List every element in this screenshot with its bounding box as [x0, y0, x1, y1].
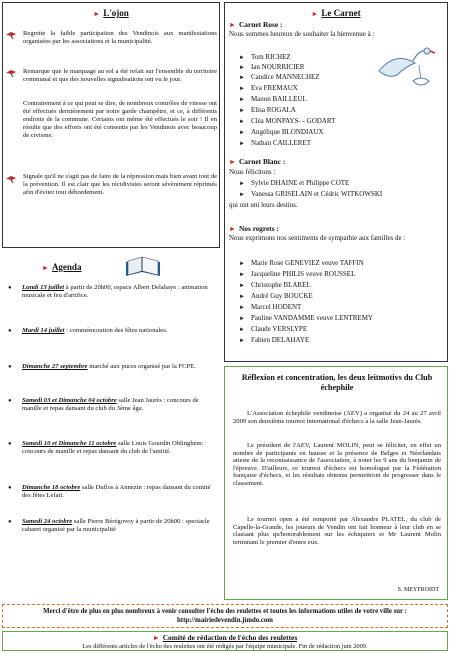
agenda-item: ● Samedi 10 et Dimanche 11 octobre salle Louis Gourdin Oblinghem: concours de manille et repas dansant du club de l'amitié. — [8, 440, 204, 456]
reflexion-title: Réflexion et concentration, les deux leitmotivs du Club échephile — [241, 373, 433, 392]
bullet-icon: ● — [8, 328, 12, 334]
arrow-icon: ► — [239, 86, 245, 92]
ojon-box — [2, 2, 220, 248]
list-item: ► Vanessa GRISELAIN et Cédric WITKOWSKI — [239, 190, 383, 198]
list-item: ► Tom RICHEZ — [239, 53, 291, 61]
arrow-icon: ► — [239, 55, 245, 61]
triangle-icon: ► — [93, 10, 101, 18]
reflexion-signature: S. MEYFROIDT — [397, 587, 439, 593]
agenda-title: ► Agenda — [42, 262, 82, 272]
carnet-regrets-heading: ► Nos regrets : — [229, 224, 279, 233]
list-item: ► Sylvie DHAINE et Philippe COTE — [239, 179, 350, 187]
book-icon — [124, 254, 162, 285]
triangle-icon: ► — [311, 10, 319, 18]
carnet-rose-intro: Nous sommes heureux de souhaiter la bienvenue à : — [229, 30, 375, 38]
arrow-icon: ► — [239, 65, 245, 71]
reflexion-paragraph-3: Le tournoi open a été remporté par Alexandre PLATEL, du club de Capelle-la-Grande, les joueurs de Vendin ont fait honneur à leur club en se classant plus qu'honorablement sur les échiquiers et Mr Laurent Molin terminant le premier d'entre eux. — [233, 516, 441, 546]
list-item: ► Claude VERSLYPE — [239, 325, 308, 333]
ojon-paragraph-2: Remarque que le marquage au sol a été refait sur l'ensemble du territoire communal et que des nouvelles signalisations ont vu le jour. — [23, 68, 217, 83]
comite-title: ► Comité de rédaction de l'écho des reulettes — [152, 633, 298, 642]
triangle-icon: ► — [229, 225, 236, 233]
carnet-box — [224, 2, 448, 362]
ojon-paragraph-1: Regrette la faible participation des Vendinois aux manifestations organisées par les associations et la municipalité. — [23, 30, 217, 45]
triangle-icon: ► — [42, 264, 49, 272]
arrow-icon: ► — [239, 283, 245, 289]
list-item: ► Ian NOURRICIER — [239, 63, 305, 71]
arrow-icon: ► — [239, 316, 245, 322]
agenda-item: ● Lundi 13 juillet à partir de 20h00, espace Albert Delahaye : animation musicale et feu d'artifice. — [8, 284, 208, 300]
carnet-blanc-intro: Nous félicitons : — [229, 168, 276, 176]
arrow-icon: ► — [239, 327, 245, 333]
arrow-icon: ► — [239, 97, 245, 103]
list-item: ► André Guy BOUCKE — [239, 292, 313, 300]
bullet-icon: ● — [8, 285, 12, 291]
arrow-icon: ► — [239, 261, 245, 267]
list-item: ► Cléa MONPAYS- - GODART — [239, 117, 336, 125]
pushpin-icon — [5, 31, 15, 39]
list-item: ► Angélique BLONDIAUX — [239, 128, 324, 136]
triangle-icon: ► — [229, 158, 236, 166]
agenda-item: ● Dimanche 27 septembre marché aux puces organisé par la FCPE. — [8, 363, 196, 370]
carnet-blanc-heading: ► Carnet Blanc : — [229, 157, 286, 166]
carnet-title: ► Le Carnet — [311, 8, 361, 18]
bullet-icon: ● — [8, 485, 12, 491]
carnet-rose-heading: ► Carnet Rose : — [229, 20, 283, 29]
pushpin-icon — [5, 69, 15, 77]
ojon-title: ► L'ojon — [93, 8, 129, 18]
list-item: ► Marcel HODENT — [239, 303, 302, 311]
comite-text: Les différents articles de l'écho des reulettes ont été rédigés par l'équipe municipale. Fin de rédaction juin 2009. — [82, 643, 368, 650]
pushpin-icon — [5, 175, 15, 183]
arrow-icon: ► — [239, 338, 245, 344]
arrow-icon: ► — [239, 305, 245, 311]
list-item: ► Christophe BLAREL — [239, 281, 311, 289]
list-item: ► Elisa ROGALA — [239, 106, 296, 114]
list-item: ► Candice MANNECHEZ — [239, 73, 320, 81]
reflexion-paragraph-1: L'Association échephile vendinoise (AEV) a organisé du 24 au 27 avril 2009 son deuxième tournoi international d'échecs à la salle Jean-Jaurès. — [233, 410, 441, 425]
list-item: ► Nathan CAILLERET — [239, 139, 312, 147]
ojon-paragraph-3: Contrairement à ce qui peut se dire, de nombreux contrôles de vitesse ont été effectués dernièrement par notre garde champêtre, et ce, à différents endroits de la commune. Certains ont même été effectués le soir ! Il en résulte que des efforts ont été consentis par les Vendinois avec beaucoup de civisme. — [23, 100, 217, 139]
agenda-item: ● Samedi 03 et Dimanche 04 octobre salle Jean Jaurès : concours de manille et repas dansant du club du 3ème âge. — [8, 397, 199, 413]
list-item: ► Pauline VANDAMME veuve LENTREMY — [239, 314, 373, 322]
merci-website-banner: Merci d'être de plus en plus nombreux à venir consulter l'écho des reulettes et toutes les informations utiles de votre ville sur : http://mairiedevendin.jimdo.com — [2, 604, 448, 628]
carnet-blanc-outro: qui ont uni leurs destins. — [229, 201, 298, 209]
arrow-icon: ► — [239, 192, 245, 198]
arrow-icon: ► — [239, 272, 245, 278]
reflexion-box — [224, 366, 448, 600]
stork-icon — [375, 41, 435, 96]
agenda-item: ● Samedi 24 octobre salle Pierre Bérégovoy à partir de 20h00 : spectacle cabaret organisé par la municipalité — [8, 518, 210, 534]
arrow-icon: ► — [239, 181, 245, 187]
arrow-icon: ► — [239, 75, 245, 81]
list-item: ► Fabien DELAHAYE — [239, 336, 310, 344]
arrow-icon: ► — [239, 141, 245, 147]
list-item: ► Marie Rose GENEVIEZ veuve TAFFIN — [239, 259, 364, 267]
bullet-icon: ● — [8, 519, 12, 525]
triangle-icon: ► — [229, 21, 236, 29]
agenda-section — [2, 252, 220, 598]
bullet-icon: ● — [8, 441, 12, 447]
bullet-icon: ● — [8, 364, 12, 370]
ojon-paragraph-4: Signale qu'il ne s'agit pas de faire de la répression mais bien avant tout de la prévention. Il est clair que les récidivistes seront sévèrement réprimés afin d'éviter tout débordement. — [23, 173, 217, 196]
arrow-icon: ► — [239, 130, 245, 136]
comite-redaction-box — [2, 631, 448, 651]
list-item: ► Eva FREMAUX — [239, 84, 298, 92]
list-item: ► Jacqueline PHILIS veuve ROUSSEL — [239, 270, 356, 278]
bullet-icon: ● — [8, 398, 12, 404]
arrow-icon: ► — [239, 294, 245, 300]
arrow-icon: ► — [239, 119, 245, 125]
arrow-icon: ► — [239, 108, 245, 114]
triangle-icon: ► — [152, 634, 160, 642]
reflexion-paragraph-2: Le président de l'AEV, Laurent MOLIN, peut se féliciter, en effet un nombre de participants en hausse et la présence de Belges et Néerlandais atteste de la reconnaissance de l'association, à noter les 9 ans du benjamin de l'épreuve. D'ailleurs, ce tournoi d'échecs est homologué par la Fédération française d'échecs, et les résultats obtenus permettront de progresser dans le classement. — [233, 442, 441, 487]
agenda-item: ● Dimanche 18 octobre salle Duflos à Annezin : repas dansant du comité des fêtes Lefait. — [8, 484, 211, 500]
agenda-item: ● Mardi 14 juillet : commémoration des fêtes nationales. — [8, 327, 168, 334]
list-item: ► Manon BAILLEUL — [239, 95, 307, 103]
carnet-regrets-intro: Nous exprimons nos sentiments de sympathie aux familles de : — [229, 234, 406, 242]
